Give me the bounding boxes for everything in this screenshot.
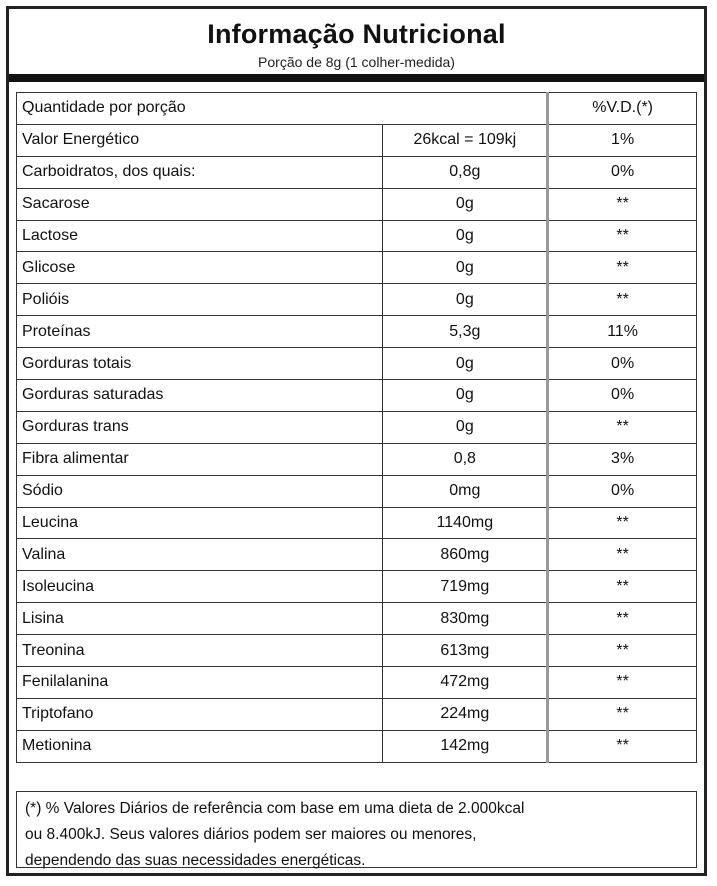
nutrient-daily-value: 0%: [548, 156, 697, 188]
nutrient-name: Triptofano: [17, 698, 383, 730]
nutrient-name: Sacarose: [17, 188, 383, 220]
table-row: [17, 698, 697, 730]
label-title: Informação Nutricional: [207, 19, 506, 49]
nutrient-quantity: 0,8g: [383, 156, 548, 188]
nutrient-daily-value: **: [548, 698, 697, 730]
table-row: [17, 571, 697, 603]
table-row: [17, 188, 697, 220]
table-row: [17, 730, 697, 762]
nutrient-name: Lactose: [17, 220, 383, 252]
table-row: [17, 284, 697, 316]
nutrient-daily-value: **: [548, 603, 697, 635]
table-row: [17, 124, 697, 156]
nutrient-quantity: 0g: [383, 348, 548, 380]
nutrient-name: Gorduras trans: [17, 411, 383, 443]
nutrient-name: Glicose: [17, 252, 383, 284]
table-row: [17, 443, 697, 475]
nutrient-name: Valina: [17, 539, 383, 571]
nutrient-daily-value: 0%: [548, 380, 697, 412]
footnote-line: (*) % Valores Diários de referência com base em uma dieta de 2.000kcal: [25, 800, 525, 817]
nutrient-quantity: 0g: [383, 380, 548, 412]
nutrient-daily-value: **: [548, 220, 697, 252]
nutrient-daily-value: **: [548, 188, 697, 220]
nutrient-quantity: 224mg: [383, 698, 548, 730]
nutrient-quantity: 860mg: [383, 539, 548, 571]
nutrient-name: Lisina: [17, 603, 383, 635]
nutrient-quantity: 0g: [383, 252, 548, 284]
table-row: [17, 603, 697, 635]
nutrient-quantity: 0g: [383, 220, 548, 252]
header-daily-value-label: %V.D.(*): [548, 93, 697, 125]
table-header-row: [17, 93, 697, 125]
nutrient-quantity: 830mg: [383, 603, 548, 635]
nutrient-name: Leucina: [17, 507, 383, 539]
nutrient-daily-value: 11%: [548, 316, 697, 348]
nutrient-daily-value: **: [548, 635, 697, 667]
nutrient-daily-value: 3%: [548, 443, 697, 475]
nutrient-quantity: 719mg: [383, 571, 548, 603]
nutrient-quantity: 26kcal = 109kj: [383, 124, 548, 156]
nutrient-quantity: 0g: [383, 188, 548, 220]
footnote-line: ou 8.400kJ. Seus valores diários podem ser maiores ou menores,: [25, 826, 477, 843]
nutrient-daily-value: 0%: [548, 475, 697, 507]
nutrient-daily-value: **: [548, 411, 697, 443]
nutrient-daily-value: **: [548, 252, 697, 284]
nutrition-table: [16, 92, 697, 763]
nutrient-quantity: 5,3g: [383, 316, 548, 348]
nutrient-name: Sódio: [17, 475, 383, 507]
nutrient-name: Fenilalanina: [17, 667, 383, 699]
nutrient-daily-value: **: [548, 284, 697, 316]
nutrient-name: Metionina: [17, 730, 383, 762]
table-row: [17, 507, 697, 539]
nutrient-quantity: 0g: [383, 411, 548, 443]
table-row: [17, 348, 697, 380]
nutrient-name: Isoleucina: [17, 571, 383, 603]
table-row: [17, 667, 697, 699]
nutrition-facts-label: [6, 6, 707, 876]
table-row: [17, 475, 697, 507]
table-row: [17, 635, 697, 667]
nutrient-daily-value: **: [548, 730, 697, 762]
footnote-line: dependendo das suas necessidades energéticas.: [25, 852, 366, 869]
nutrient-quantity: 1140mg: [383, 507, 548, 539]
table-row: [17, 156, 697, 188]
table-row: [17, 411, 697, 443]
table-row: [17, 380, 697, 412]
nutrient-name: Carboidratos, dos quais:: [17, 156, 383, 188]
nutrient-name: Fibra alimentar: [17, 443, 383, 475]
nutrient-quantity: 0g: [383, 284, 548, 316]
table-row: [17, 220, 697, 252]
nutrient-daily-value: **: [548, 667, 697, 699]
header-quantity-blank: [383, 93, 548, 125]
nutrient-quantity: 613mg: [383, 635, 548, 667]
table-row: [17, 316, 697, 348]
table-row: [17, 539, 697, 571]
label-header: [9, 9, 704, 82]
portion-size: Porção de 8g (1 colher-medida): [258, 54, 455, 70]
nutrient-name: Treonina: [17, 635, 383, 667]
header-quantity-label: Quantidade por porção: [17, 93, 383, 125]
nutrient-daily-value: 0%: [548, 348, 697, 380]
nutrient-name: Gorduras totais: [17, 348, 383, 380]
nutrient-name: Proteínas: [17, 316, 383, 348]
nutrient-quantity: 472mg: [383, 667, 548, 699]
nutrient-quantity: 0mg: [383, 475, 548, 507]
nutrient-quantity: 0,8: [383, 443, 548, 475]
nutrient-name: Polióis: [17, 284, 383, 316]
footnote: [16, 791, 697, 868]
nutrient-daily-value: **: [548, 507, 697, 539]
nutrient-name: Valor Energético: [17, 124, 383, 156]
nutrient-daily-value: **: [548, 571, 697, 603]
nutrient-name: Gorduras saturadas: [17, 380, 383, 412]
table-row: [17, 252, 697, 284]
nutrient-quantity: 142mg: [383, 730, 548, 762]
nutrient-daily-value: **: [548, 539, 697, 571]
nutrient-daily-value: 1%: [548, 124, 697, 156]
